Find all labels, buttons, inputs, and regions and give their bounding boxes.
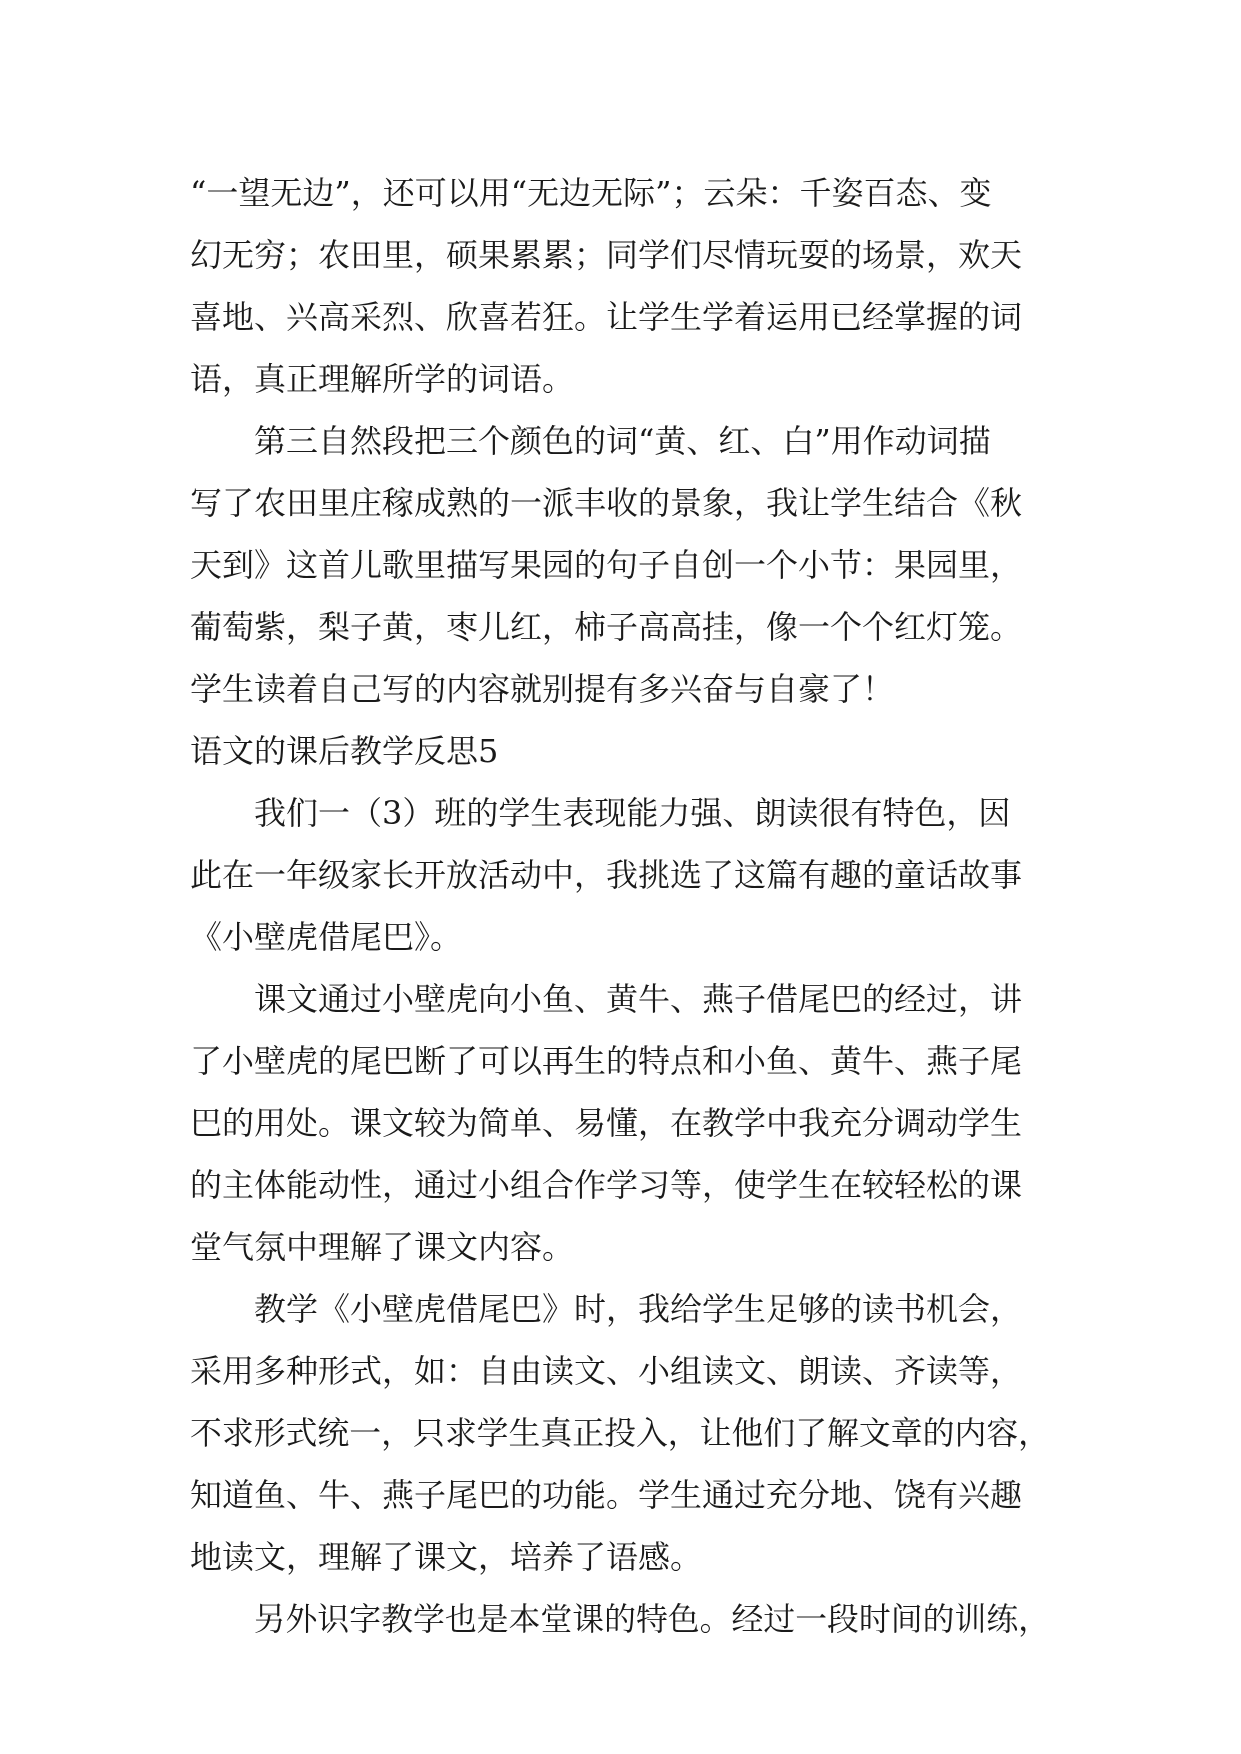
text-line: 课文通过小壁虎向小鱼、黄牛、燕子借尾巴的经过，讲 xyxy=(190,980,1023,1018)
text-line: 知道鱼、牛、燕子尾巴的功能。学生通过充分地、饶有兴趣 xyxy=(190,1476,1023,1514)
text-line: 教学《小壁虎借尾巴》时，我给学生足够的读书机会， xyxy=(190,1290,1023,1328)
text-line: 幻无穷；农田里，硕果累累；同学们尽情玩耍的场景，欢天 xyxy=(190,236,1023,274)
text-line: 第三自然段把三个颜色的词“黄、红、白”用作动词描 xyxy=(190,422,991,460)
text-line: 另外识字教学也是本堂课的特色。经过一段时间的训练， xyxy=(190,1600,1051,1638)
text-line: 语，真正理解所学的词语。 xyxy=(190,360,575,398)
text-line: 我们一（3）班的学生表现能力强、朗读很有特色，因 xyxy=(190,794,1011,832)
text-line: 不求形式统一，只求学生真正投入，让他们了解文章的内容， xyxy=(190,1414,1051,1452)
text-line: 写了农田里庄稼成熟的一派丰收的景象，我让学生结合《秋 xyxy=(190,484,1023,522)
text-line: 天到》这首儿歌里描写果园的句子自创一个小节：果园里， xyxy=(190,546,1023,584)
text-line: 地读文，理解了课文，培养了语感。 xyxy=(190,1538,703,1576)
text-line: 了小壁虎的尾巴断了可以再生的特点和小鱼、黄牛、燕子尾 xyxy=(190,1042,1023,1080)
text-line: 采用多种形式，如：自由读文、小组读文、朗读、齐读等， xyxy=(190,1352,1023,1390)
text-line: 学生读着自己写的内容就别提有多兴奋与自豪了！ xyxy=(190,670,895,708)
text-line: 《小壁虎借尾巴》。 xyxy=(190,918,463,956)
text-line: 喜地、兴高采烈、欣喜若狂。让学生学着运用已经掌握的词 xyxy=(190,298,1023,336)
text-line: 堂气氛中理解了课文内容。 xyxy=(190,1228,575,1266)
text-line: “一望无边”，还可以用“无边无际”；云朵：千姿百态、变 xyxy=(190,174,992,212)
section-heading: 语文的课后教学反思5 xyxy=(190,732,499,770)
body-text xyxy=(190,162,1050,1650)
text-line: 的主体能动性，通过小组合作学习等，使学生在较轻松的课 xyxy=(190,1166,1023,1204)
text-line: 此在一年级家长开放活动中，我挑选了这篇有趣的童话故事 xyxy=(190,856,1023,894)
text-line: 巴的用处。课文较为简单、易懂，在教学中我充分调动学生 xyxy=(190,1104,1023,1142)
text-line: 葡萄紫，梨子黄，枣儿红，柿子高高挂，像一个个红灯笼。 xyxy=(190,608,1023,646)
